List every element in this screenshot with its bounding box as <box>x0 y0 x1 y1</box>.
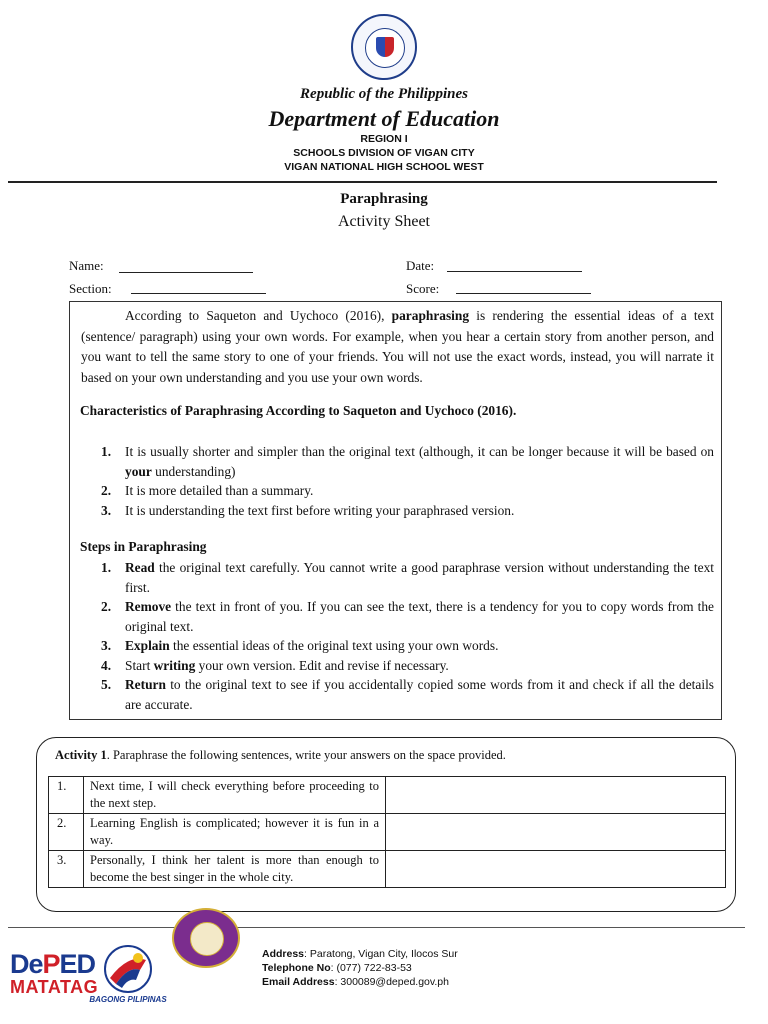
answer-cell[interactable] <box>386 777 726 814</box>
deped-logo-text: DePED <box>10 949 96 979</box>
answer-cell[interactable] <box>386 851 726 888</box>
list-item: 5. Return to the original text to see if you accidentally copied some words from it and check if all the details are accurate. <box>101 677 714 712</box>
date-field[interactable] <box>447 271 582 272</box>
steps-list <box>80 558 714 714</box>
school-heading: VIGAN NATIONAL HIGH SCHOOL WEST <box>284 161 484 173</box>
row-number: 2. <box>49 814 84 851</box>
region-heading: REGION I <box>360 133 408 145</box>
row-number: 1. <box>49 777 84 814</box>
table-row <box>49 814 726 851</box>
address-line: Address: Paratong, Vigan City, Ilocos Sur <box>262 948 458 960</box>
list-item: 1. It is usually shorter and simpler than the original text (although, it can be longer because it will be based on your understanding) <box>101 444 714 479</box>
intro-paragraph: According to Saqueton and Uychoco (2016), paraphrasing is rendering the essential ideas of a text (sentence/ paragraph) using your own words. For example, when you hear a certain story from another person, and you want to tell the same story to one of your friends. You will not use the exact words, instead, you will narrate it based on your own understanding and you use your own words. <box>81 308 714 385</box>
answer-cell[interactable] <box>386 814 726 851</box>
row-sentence: Learning English is complicated; however it is fun in a way. <box>84 814 386 851</box>
row-sentence: Personally, I think her talent is more than enough to become the best singer in the whole city. <box>84 851 386 888</box>
department-heading: Department of Education <box>268 106 500 131</box>
activity-instruction: Activity 1. Paraphrase the following sentences, write your answers on the space provided. <box>55 748 506 762</box>
name-field[interactable] <box>119 272 253 273</box>
section-label: Section: <box>69 281 112 296</box>
list-item: 2. Remove the text in front of you. If you can see the text, there is a tendency for you to copy words from the original text. <box>101 599 714 634</box>
telephone-line: Telephone No: (077) 722-83-53 <box>262 962 412 974</box>
steps-title: Steps in Paraphrasing <box>80 539 207 554</box>
name-label: Name: <box>69 258 104 273</box>
date-label: Date: <box>406 258 435 273</box>
bagong-pilipinas-icon <box>100 944 156 994</box>
row-sentence: Next time, I will check everything before proceeding to the next step. <box>84 777 386 814</box>
table-row <box>49 851 726 888</box>
page-subtitle: Activity Sheet <box>338 213 430 230</box>
list-item: 3. Explain the essential ideas of the original text using your own words. <box>101 638 499 653</box>
table-row <box>49 777 726 814</box>
logo-tagline <box>10 997 90 1002</box>
republic-heading: Republic of the Philippines <box>300 86 468 102</box>
score-label: Score: <box>406 281 440 296</box>
email-line: Email Address: 300089@deped.gov.ph <box>262 976 449 988</box>
characteristics-title: Characteristics of Paraphrasing According to Saqueton and Uychoco (2016). <box>80 403 517 418</box>
page-title: Paraphrasing <box>340 191 428 207</box>
row-number: 3. <box>49 851 84 888</box>
footer-divider <box>8 927 745 928</box>
division-heading: SCHOOLS DIVISION OF VIGAN CITY <box>293 147 475 159</box>
list-item: 3. It is understanding the text first before writing your paraphrased version. <box>101 502 515 518</box>
list-item: 4. Start writing your own version. Edit and revise if necessary. <box>101 657 449 673</box>
header-divider <box>8 181 717 183</box>
matatag-logo-text: MATATAG <box>10 977 99 997</box>
bagong-pilipinas-text: BAGONG PILIPINAS <box>89 995 167 1004</box>
list-item: 1. Read the original text carefully. You cannot write a good paraphrase version without understanding the text first. <box>101 560 714 595</box>
school-seal-icon <box>172 908 240 968</box>
section-field[interactable] <box>131 293 266 294</box>
deped-matatag-logo <box>10 949 99 1002</box>
deped-seal-icon <box>351 14 417 80</box>
score-field[interactable] <box>456 293 591 294</box>
list-item: 2. It is more detailed than a summary. <box>101 483 314 498</box>
characteristics-list <box>80 442 714 520</box>
activity-table <box>48 776 726 888</box>
